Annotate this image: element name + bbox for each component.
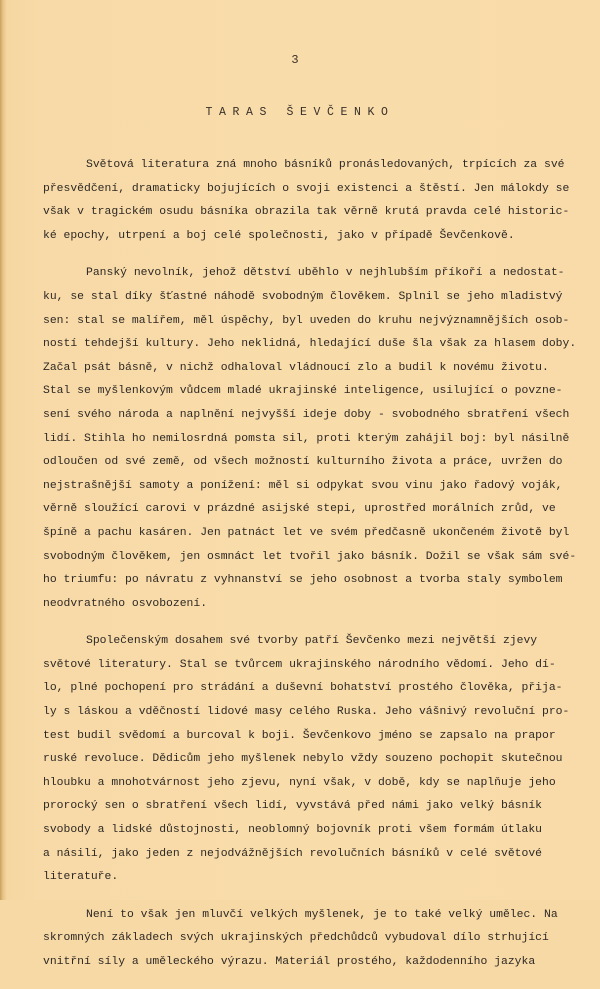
text-line: ku, se stal díky šťastné náhodě svobodným člověkem. Splnil se jeho mladistvý <box>43 290 563 303</box>
text-line: ho triumfu: po návratu z vyhnanství se jeho osobnost a tvorba staly symbolem <box>43 574 563 587</box>
text-line: Začal psát básně, v nichž odhaloval vládnoucí zlo a budil k novému životu. <box>43 361 549 374</box>
text-line: špíně a pachu kasáren. Jen patnáct let ve svém předčasně ukončeném životě byl <box>43 526 570 539</box>
text-line: ruské revoluce. Dědicům jeho myšlenek nebylo vždy souzeno pochopit skutečnou <box>43 753 563 766</box>
text-line: svobodným člověkem, jen osmnáct let tvořil jako básník. Dožil se však sám své- <box>43 550 577 563</box>
paragraph-3 <box>43 630 583 890</box>
text-line: světové literatury. Stal se tvůrcem ukrajinského národního vědomí. Jeho dí- <box>43 658 556 671</box>
text-line: Stal se myšlenkovým vůdcem mladé ukrajinské inteligence, usilující o povzne- <box>43 385 563 398</box>
text-line: Není to však jen mluvčí velkých myšlenek, je to také velký umělec. Na <box>86 908 558 921</box>
text-line: Společenským dosahem své tvorby patří Ševčenko mezi největší zjevy <box>86 635 538 648</box>
text-line: ly s láskou a vděčností lidové masy celého Ruska. Jeho vášnivý revoluční pro- <box>43 706 570 719</box>
text-line: prorocký sen o sbratření všech lidí, vyvstává před námi jako velký básník <box>43 800 542 813</box>
text-line: hloubku a mnohotvárnost jeho zjevu, nyní však, v době, kdy se naplňuje jeho <box>43 776 556 789</box>
text-line: ké epochy, utrpení a boj celé společnosti, jako v případě Ševčenkově. <box>43 229 515 242</box>
text-line: a násilí, jako jeden z nejodvážnějších revolučních básníků v celé světové <box>43 847 542 860</box>
text-line: sení svého národa a naplnění nejvyšší ideje doby - svobodného sbratření všech <box>43 408 570 421</box>
text-line: literatuře. <box>43 871 119 884</box>
text-line: Světová literatura zná mnoho básníků pronásledovaných, trpících za své <box>86 159 565 171</box>
text-line: lidí. Stihla ho nemilosrdná pomsta sil, proti kterým zahájil boj: byl násilně <box>43 432 570 445</box>
text-line: přesvědčení, dramaticky bojujících o svoji existenci a štěstí. Jen málokdy se <box>43 182 570 195</box>
paragraph-4 <box>43 904 583 975</box>
text-line: skromných základech svých ukrajinských předchůdců vybudoval dílo strhující <box>43 932 549 945</box>
text-line: test budil svědomí a burcoval k boji. Ševčenkovo jméno se zapsalo na prapor <box>43 729 556 742</box>
text-line: odloučen od své země, od všech možností kulturního života a práce, uvržen do <box>43 456 563 469</box>
text-line: sen: stal se malířem, měl úspěchy, byl uveden do kruhu nejvýznamnějších osob- <box>43 314 570 327</box>
paragraph-2 <box>43 262 583 616</box>
text-line: věrně sloužící carovi v prázdné asijské stepi, uprostřed morálních zrůd, ve <box>43 503 556 516</box>
body-text <box>43 154 583 989</box>
text-line: svobody a lidské důstojnosti, neoblomný bojovník proti všem formám útlaku <box>43 824 542 837</box>
page-title: TARAS ŠEVČENKO <box>205 106 395 119</box>
text-line: ností tehdejší kultury. Jeho neklidná, hledající duše šla však za hlasem doby. <box>43 338 577 351</box>
text-line: nejstrašnější samoty a ponížení: měl si odpykat svou vinu jako řadový voják, <box>43 479 563 492</box>
text-line: neodvratného osvobození. <box>43 597 208 610</box>
text-line: však v tragickém osudu básníka obrazila tak věrně krutá pravda celé historic- <box>43 206 570 219</box>
paragraph-1 <box>43 154 583 248</box>
text-line: lo, plné pochopení pro strádání a duševní bohatství prostého člověka, přija- <box>43 682 563 695</box>
page-number: 3 <box>291 53 299 67</box>
text-line: Panský nevolník, jehož dětství uběhlo v nejhlubším příkoří a nedostat- <box>86 267 565 280</box>
text-line: vnitřní síly a uměleckého výrazu. Materiál prostého, každodenního jazyka <box>43 956 536 968</box>
